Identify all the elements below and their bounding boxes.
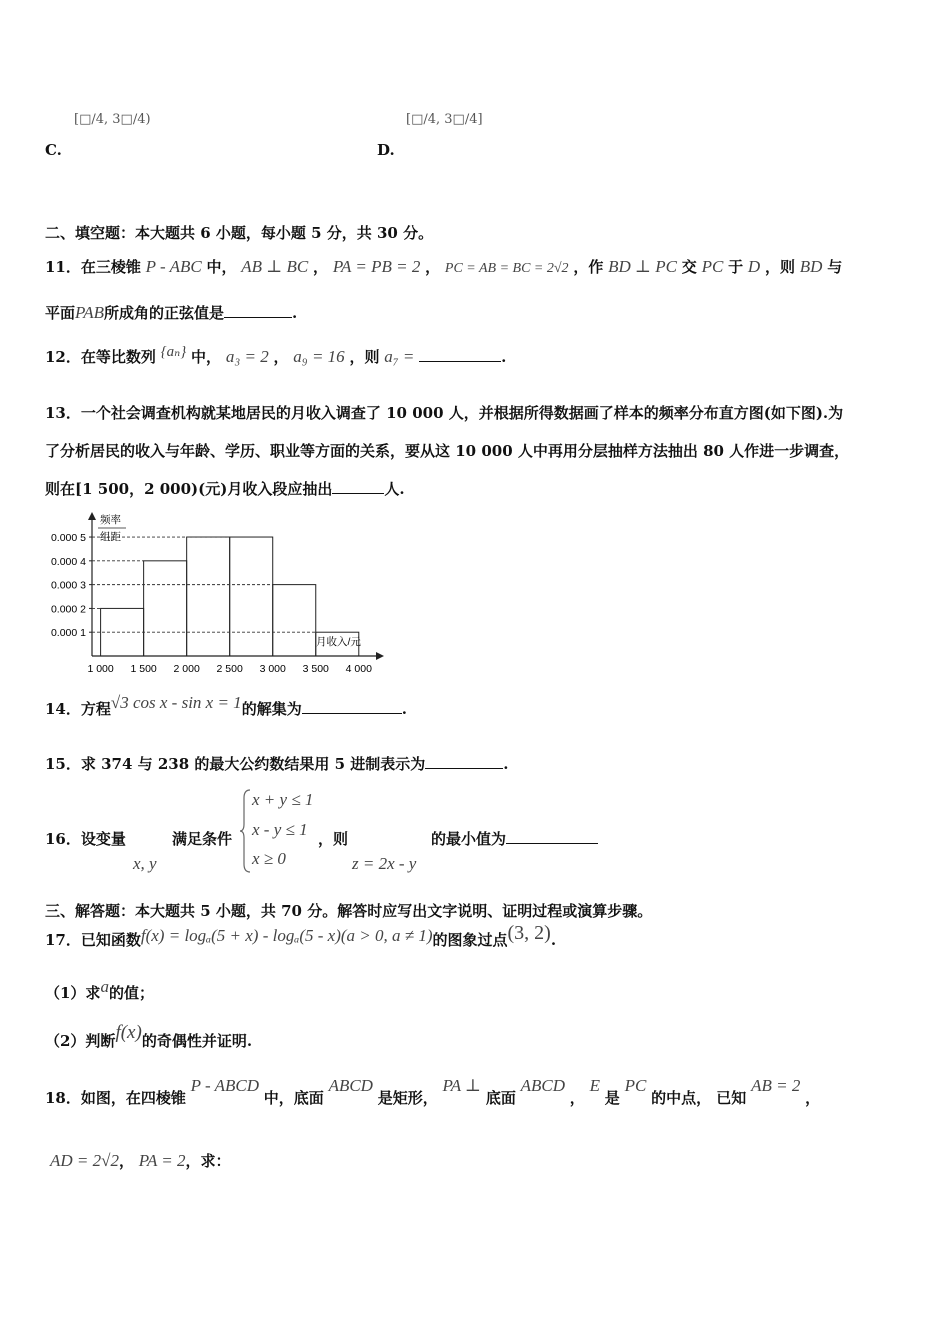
q16-answer-blank[interactable] (506, 829, 598, 844)
q11-text: 中， (206, 258, 237, 276)
q13-text: 人. (384, 480, 405, 498)
q12-text: 中， (191, 348, 222, 366)
q17-part2-text: 的奇偶性并证明. (141, 1032, 253, 1050)
q12-text: ，则 (349, 348, 380, 366)
y-axis-arrow (88, 512, 96, 520)
q18-math-pc: PC (624, 1076, 647, 1095)
option-c-label: C. (45, 141, 62, 159)
question-13-line2: 了分析居民的收入与年龄、学历、职业等方面的关系，要从这 10 000 人中再用分层抽样方法抽出 80 人作进一步调查， (45, 442, 850, 460)
y-tick-label: 0.000 2 (50, 603, 86, 616)
q11-text: 交 (681, 258, 697, 276)
q18-math-ad: AD = 2√2 (50, 1151, 119, 1170)
q16-number: 16．设变量 (45, 830, 126, 848)
q12-math-a7: a₇ = (384, 347, 415, 366)
q18-text: ， (118, 1152, 134, 1170)
q11-answer-blank[interactable] (224, 303, 292, 318)
q12-answer-blank[interactable] (419, 347, 501, 362)
x-axis-label: 月收入/元 (316, 636, 361, 648)
q18-text: 中，底面 (263, 1089, 324, 1107)
q18-text: ， (569, 1089, 585, 1107)
q17-text: . (550, 931, 557, 949)
q17-math-point: (3, 2) (507, 922, 551, 944)
q16-math-vars: x, y (133, 854, 157, 873)
q11-text: ， (313, 258, 329, 276)
q18-math-abcd: ABCD (328, 1076, 373, 1095)
x-tick-label: 4 000 (345, 663, 372, 675)
x-tick-label: 2 500 (216, 663, 243, 675)
q17-text: 的图象过点 (432, 931, 508, 949)
q17-math-function: f(x) = logₐ(5 + x) - logₐ(5 - x)(a > 0, a ≠ 1) (140, 926, 433, 945)
q17-part1-text: （1）求 (45, 984, 101, 1002)
q14-text: 的解集为 (241, 700, 302, 718)
question-11 (45, 248, 842, 288)
question-11-line2 (45, 302, 297, 323)
q18-text: 底面 (485, 1089, 516, 1107)
q11-number: 11．在三棱锥 (45, 258, 141, 276)
histogram-bar (230, 537, 273, 656)
q18-text: 的中点， 已知 (651, 1089, 747, 1107)
q18-text: 是矩形， (377, 1089, 438, 1107)
q14-text: . (401, 700, 407, 718)
y-tick-label: 0.000 5 (50, 532, 86, 545)
y-tick-label: 0.000 3 (50, 579, 86, 592)
q12-math-a9: a₉ = 16 (293, 347, 345, 366)
q11-math-pa-pb: PA = PB = 2 (332, 257, 421, 276)
x-tick-label: 3 500 (302, 663, 329, 675)
q17-math-a: a (100, 977, 109, 996)
q17-part1 (45, 977, 154, 1003)
q17-part2-text: （2）判断 (45, 1032, 116, 1050)
q14-number: 14．方程 (45, 700, 111, 718)
q11-math-pc2: PC (701, 257, 724, 276)
q11-math-pc: PC = AB = BC = 2√2 (444, 261, 569, 276)
q15-answer-blank[interactable] (425, 754, 503, 769)
q17-number: 17．已知函数 (45, 931, 141, 949)
q17-math-fx: f(x) (115, 1022, 142, 1043)
q13-text: 则在[1 500，2 000)(元)月收入段应抽出 (45, 480, 333, 498)
q11-text: 与 (827, 258, 843, 276)
q16-text-then: ，则 (318, 830, 349, 848)
q11-text: . (292, 304, 298, 322)
q11-math-d: D (747, 257, 761, 276)
y-tick-label: 0.000 1 (50, 627, 86, 640)
question-14 (45, 693, 407, 719)
q11-math-ab-perp-bc: AB ⊥ BC (241, 257, 309, 276)
q18-math-ab: AB = 2 (751, 1076, 801, 1095)
q17-part1-text: 的值； (108, 984, 154, 1002)
question-18-line2 (50, 1150, 231, 1171)
option-c-math: [□/4, 3□/4) (74, 112, 151, 127)
question-18 (45, 1078, 820, 1118)
q14-math-equation: √3 cos x - sin x = 1 (110, 693, 242, 712)
q11-math-pab: PAB (75, 303, 104, 322)
q11-text: ， (425, 258, 441, 276)
section-heading-fill-blank: 二、填空题：本大题共 6 小题，每小题 5 分，共 30 分。 (45, 224, 434, 242)
option-d-math: [□/4, 3□/4] (406, 112, 483, 127)
q15-text: . (503, 755, 509, 773)
histogram-bar (144, 561, 187, 656)
q11-text: ，作 (573, 258, 604, 276)
question-12 (45, 346, 506, 367)
q18-math-e: E (589, 1076, 600, 1095)
x-tick-label: 1 000 (87, 663, 114, 675)
x-tick-label: 3 000 (259, 663, 286, 675)
option-d-label: D. (377, 141, 395, 159)
x-axis-arrow (376, 652, 384, 660)
q14-answer-blank[interactable] (302, 699, 402, 714)
y-axis-label-bottom: 组距 (100, 531, 121, 543)
q18-number: 18．如图，在四棱锥 (45, 1089, 186, 1107)
q11-text: 于 (728, 258, 744, 276)
q18-math-pa: PA = 2 (138, 1151, 186, 1170)
section-heading-solution: 三、解答题：本大题共 5 小题，共 70 分。解答时应写出文字说明、证明过程或演算步骤。 (45, 902, 653, 920)
q11-text: ，则 (764, 258, 795, 276)
q11-text: 平面 (45, 304, 76, 322)
q12-text: . (501, 348, 507, 366)
q12-number: 12．在等比数列 (45, 348, 156, 366)
x-tick-label: 2 000 (173, 663, 200, 675)
q16-system-brace (240, 788, 252, 874)
q16-text-condition: 满足条件 (172, 830, 233, 848)
q18-math-pa-perp: PA ⊥ (442, 1076, 482, 1095)
q16-text: 的最小值为 (431, 830, 507, 848)
question-17 (45, 922, 557, 951)
q11-math-bd: BD (799, 257, 823, 276)
x-tick-label: 1 500 (130, 663, 157, 675)
q18-math-abcd2: ABCD (520, 1076, 566, 1095)
frequency-histogram (40, 508, 390, 680)
y-tick-label: 0.000 4 (50, 555, 86, 568)
q18-text: ，求： (185, 1152, 231, 1170)
q16-constraint-2: x - y ≤ 1 (252, 820, 308, 839)
histogram-bar (187, 537, 230, 656)
q12-math-an: {aₙ} (160, 344, 187, 360)
q11-text: 所成角的正弦值是 (103, 304, 224, 322)
q18-math-pabcd: P - ABCD (190, 1076, 259, 1095)
q16-min-value (431, 828, 598, 849)
question-13-line1: 13．一个社会调查机构就某地居民的月收入调查了 10 000 人，并根据所得数据画了样本的频率分布直方图(如下图).为 (45, 404, 844, 422)
q15-text: 15．求 374 与 238 的最大公约数结果用 5 进制表示为 (45, 755, 426, 773)
q18-text: 是 (604, 1089, 620, 1107)
q12-text: ， (273, 348, 289, 366)
histogram-bar (273, 585, 316, 656)
y-axis-label-top: 频率 (100, 514, 121, 526)
q16-constraint-3: x ≥ 0 (252, 849, 286, 868)
q16-constraint-1: x + y ≤ 1 (252, 790, 314, 809)
q18-text: ， (805, 1089, 821, 1107)
q17-part2 (45, 1022, 253, 1052)
q13-answer-blank[interactable] (332, 479, 384, 494)
q16-math-z: z = 2x - y (352, 854, 417, 873)
q11-math-bd-perp-pc: BD ⊥ PC (608, 257, 678, 276)
q11-math-pabc: P - ABC (145, 257, 202, 276)
question-13-line3 (45, 478, 405, 499)
q12-math-a3: a₃ = 2 (225, 347, 269, 366)
question-15 (45, 753, 509, 774)
